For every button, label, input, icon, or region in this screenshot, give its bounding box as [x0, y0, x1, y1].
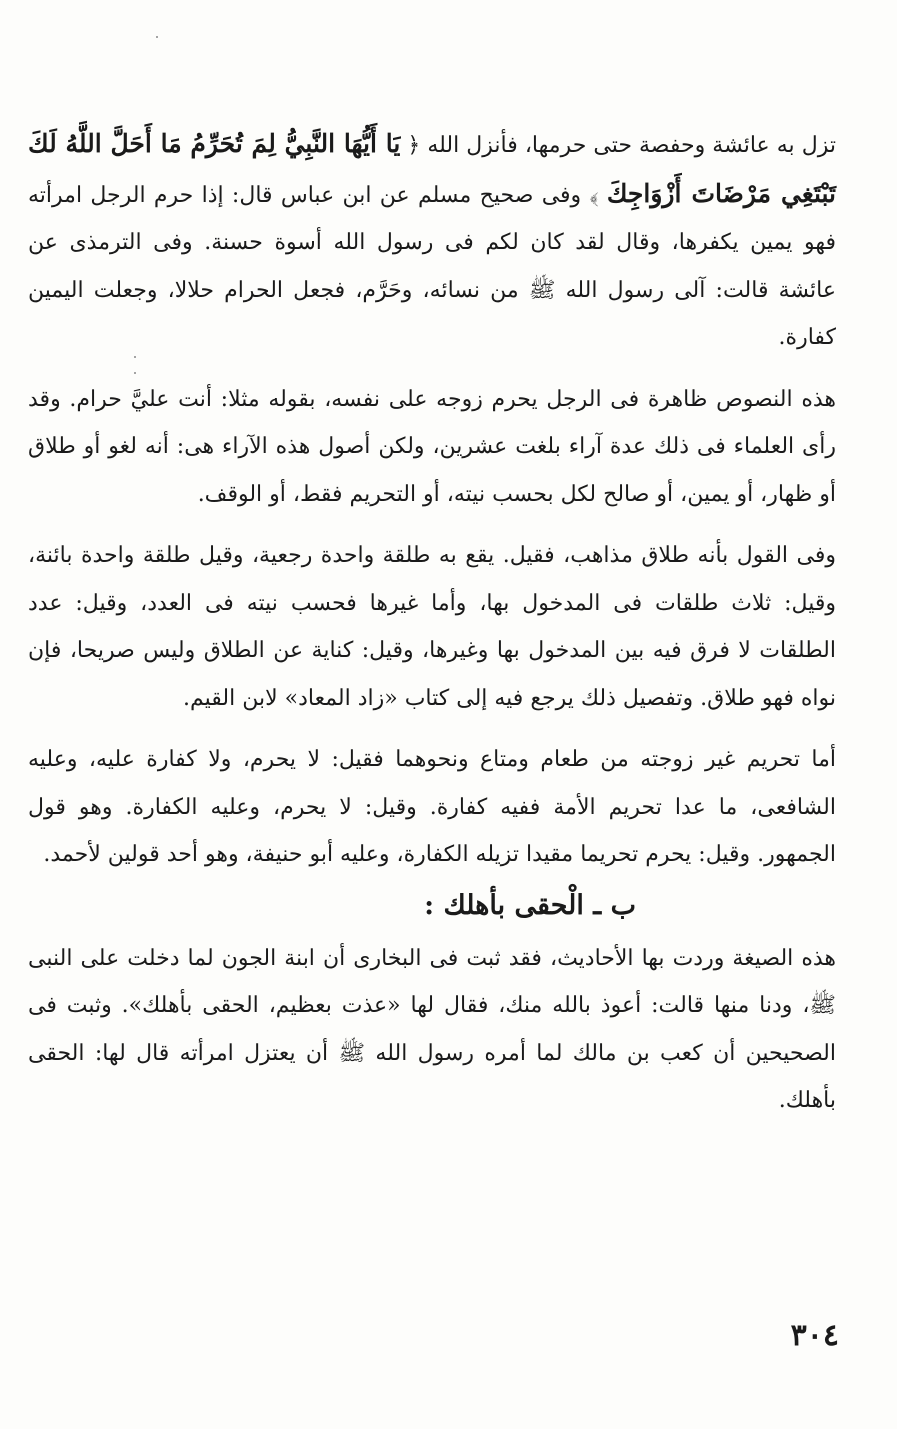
quran-verse: يَا أَيُّهَا النَّبِيُّ لِمَ تُحَرِّمُ مَا أَحَلَّ اللَّهُ لَكَ تَبْتَغِي مَرْضَاتَ أَزْوَاجِكَ — [28, 129, 836, 208]
paragraph-4: أما تحريم غير زوجته من طعام ومتاع ونحوهما فقيل: لا يحرم، ولا كفارة عليه، وعليه الشافعى، ما عدا تحريم الأمة ففيه كفارة. وقيل: لا يحرم، وعليه الكفارة. وهو قول الجمهور. وقيل: يحرم تحريما مقيدا تزيله الكفارة، وعليه أبو حنيفة، وهو أحد قولين لأحمد. — [28, 747, 836, 867]
paragraph-2: هذه النصوص ظاهرة فى الرجل يحرم زوجه على نفسه، بقوله مثلا: أنت عليَّ حرام. وقد رأى العلماء فى ذلك عدة آراء بلغت عشرين، ولكن أصول هذه الآراء هى: أنه لغو أو طلاق أو ظهار، أو يمين، أو صالح لكل بحسب نيته، أو التحريم فقط، أو الوقف. — [28, 386, 836, 507]
scan-speck — [156, 36, 158, 38]
page-number: ٣٠٤ — [790, 1318, 839, 1353]
paragraph-1-rest: ﴾ وفى صحيح مسلم عن ابن عباس قال: إذا حرم الرجل امرأته فهو يمين يكفرها، وقال لقد كان لكم فى رسول الله أسوة حسنة. وفى الترمذى عن عائشة قالت: آلى رسول الله ﷺ من نسائه، وحَرَّم، فجعل الحرام حلالا، وجعلت اليمين كفارة. — [28, 182, 836, 350]
section-heading: ب ـ الْحقى بأهلك : — [424, 889, 636, 921]
body-text — [28, 120, 836, 1125]
paragraph-5: هذه الصيغة وردت بها الأحاديث، فقد ثبت فى البخارى أن ابنة الجون لما دخلت على النبى ﷺ، ودنا منها قالت: أعوذ بالله منك، فقال لها «عذت بعظيم، الحقى بأهلك». وثبت فى الصحيحين أن كعب بن مالك لما أمره رسول الله ﷺ أن يعتزل امرأته قال لها: الحقى بأهلك. — [28, 945, 836, 1113]
paragraph-1 — [28, 120, 836, 362]
paragraph-1-intro: تزل به عائشة وحفصة حتى حرمها، فأنزل الله ﴿ — [400, 133, 836, 158]
paragraph-3: وفى القول بأنه طلاق مذاهب، فقيل. يقع به طلقة واحدة رجعية، وقيل طلقة واحدة بائنة، وقيل: ثلاث طلقات فى المدخول بها، وأما غيرها فحسب نيته فى العدد، وقيل: عدد الطلقات لا فرق فيه بين المدخول بها وغيرها، وقيل: كناية عن الطلاق وليس صريحا، فإن نواه فهو طلاق. وتفصيل ذلك يرجع فيه إلى كتاب «زاد المعاد» لابن القيم. — [28, 543, 836, 711]
